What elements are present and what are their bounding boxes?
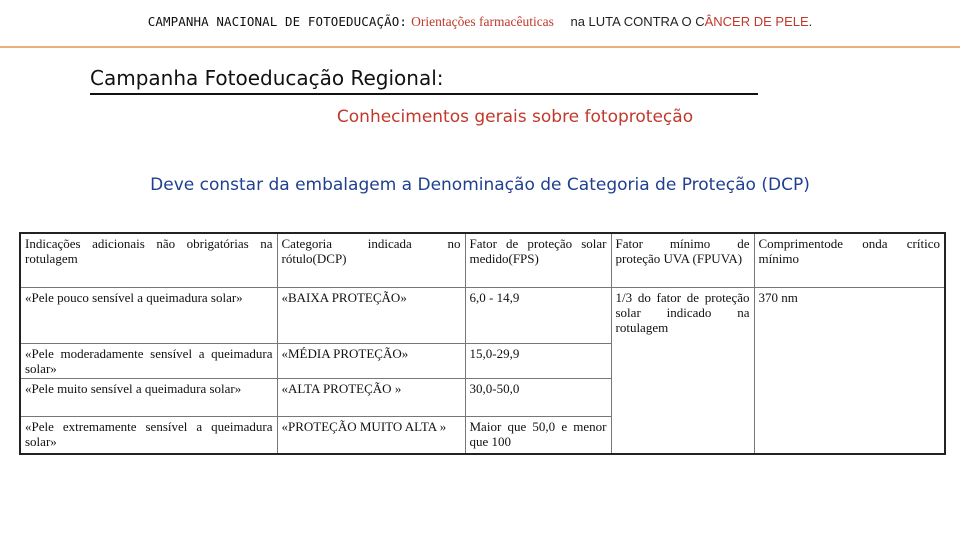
page-title: Campanha Fotoeducação Regional:	[90, 66, 444, 90]
cell-indicacao: «Pele extremamente sensível a queimadura solar»	[20, 416, 277, 454]
section-subtitle: Conhecimentos gerais sobre fotoproteção	[336, 107, 694, 127]
cell-fps: 15,0-29,9	[465, 343, 611, 378]
table-header-row	[20, 233, 945, 287]
slide-header	[0, 0, 960, 48]
header-fpuva: Fator mínimo de proteção UVA (FPUVA)	[611, 233, 754, 287]
cell-indicacao: «Pele moderadamente sensível a queimadura solar»	[20, 343, 277, 378]
campaign-theme-period: .	[808, 14, 813, 29]
cell-categoria: «BAIXA PROTEÇÃO»	[277, 287, 465, 343]
cell-categoria: «PROTEÇÃO MUITO ALTA »	[277, 416, 465, 454]
cell-fps: 6,0 - 14,9	[465, 287, 611, 343]
table-row	[20, 287, 945, 343]
header-categoria: Categoria indicada no rótulo(DCP)	[277, 233, 465, 287]
campaign-name: CAMPANHA NACIONAL DE FOTOEDUCAÇÃO:	[147, 14, 407, 29]
header-indicacoes: Indicações adicionais não obrigatórias na rotulagem	[20, 233, 277, 287]
campaign-theme-highlight: ÂNCER DE PELE	[704, 14, 809, 29]
cell-indicacao: «Pele pouco sensível a queimadura solar»	[20, 287, 277, 343]
regional-title-line	[90, 65, 758, 95]
cell-comprimento-merged: 370 nm	[754, 287, 945, 454]
dcp-table	[19, 232, 946, 455]
cell-indicacao: «Pele muito sensível a queimadura solar»	[20, 378, 277, 416]
dcp-statement: Deve constar da embalagem a Denominação de Categoria de Proteção (DCP)	[150, 175, 810, 195]
cell-fpuva-merged: 1/3 do fator de proteção solar indicado na rotulagem	[611, 287, 754, 454]
header-comprimento: Comprimentode onda crítico mínimo	[754, 233, 945, 287]
cell-categoria: «MÉDIA PROTEÇÃO»	[277, 343, 465, 378]
header-fps: Fator de proteção solar medido(FPS)	[465, 233, 611, 287]
campaign-orientation: Orientações farmacêuticas	[411, 14, 554, 29]
campaign-theme-prefix: na LUTA CONTRA O C	[570, 14, 705, 29]
cell-categoria: «ALTA PROTEÇÃO »	[277, 378, 465, 416]
cell-fps: 30,0-50,0	[465, 378, 611, 416]
campaign-banner	[0, 14, 960, 31]
cell-fps: Maior que 50,0 e menor que 100	[465, 416, 611, 454]
